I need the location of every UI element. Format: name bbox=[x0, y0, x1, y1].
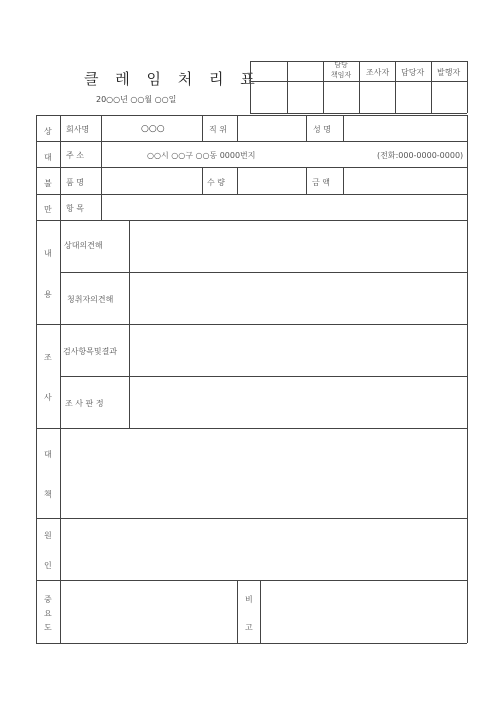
side-label-yong: 용 bbox=[44, 290, 52, 299]
side-label-won: 원 bbox=[44, 531, 52, 540]
side-label-in: 인 bbox=[44, 561, 52, 570]
approval-col-manager: 담당 책임자 bbox=[330, 61, 352, 79]
inspection-result-label: 검사항목및결과 bbox=[63, 347, 118, 356]
side-label-nae: 내 bbox=[44, 249, 52, 258]
side-label-sa: 사 bbox=[44, 393, 52, 402]
approval-col-issuer: 발행자 bbox=[437, 68, 461, 77]
investigation-judgment-label: 조 사 판 정 bbox=[65, 399, 104, 408]
company-value[interactable]: ○○○ bbox=[141, 124, 165, 134]
side-label-sang: 상 bbox=[44, 127, 52, 136]
approval-col-person-in-charge: 담당자 bbox=[401, 68, 425, 77]
quantity-label: 수 량 bbox=[207, 178, 225, 187]
side-label-dae: 대 bbox=[44, 153, 52, 162]
counterpart-opinion-label: 상대의견해 bbox=[64, 241, 103, 250]
document-date: 20○○년 ○○월 ○○일 bbox=[96, 95, 177, 104]
page-title: 클 레 임 처 리 표 bbox=[84, 70, 261, 88]
item-label: 항 목 bbox=[66, 204, 84, 213]
name-label: 성 명 bbox=[313, 125, 331, 134]
approval-col-investigator: 조사자 bbox=[366, 68, 390, 77]
side-label-man: 만 bbox=[44, 205, 52, 214]
side-label-jo: 조 bbox=[44, 353, 52, 362]
address-label: 주 소 bbox=[66, 151, 84, 160]
company-label: 회사명 bbox=[66, 125, 90, 134]
side-label-yo: 요 bbox=[44, 609, 52, 618]
requester-opinion-label: 청취자의견해 bbox=[67, 295, 114, 304]
phone-value[interactable]: (전화:000-0000-0000) bbox=[377, 151, 464, 160]
side-label-go: 고 bbox=[245, 623, 253, 632]
side-label-bi: 비 bbox=[245, 595, 253, 604]
amount-label: 금 액 bbox=[312, 178, 330, 187]
side-label-bul: 불 bbox=[44, 179, 52, 188]
side-label-daechaek-2: 책 bbox=[44, 490, 52, 499]
product-label: 품 명 bbox=[66, 178, 84, 187]
position-label: 직 위 bbox=[209, 125, 227, 134]
address-value[interactable]: ○○시 ○○구 ○○동 0000번지 bbox=[147, 151, 256, 160]
side-label-jung: 중 bbox=[44, 595, 52, 604]
side-label-do: 도 bbox=[44, 623, 52, 632]
side-label-daechaek-1: 대 bbox=[44, 450, 52, 459]
